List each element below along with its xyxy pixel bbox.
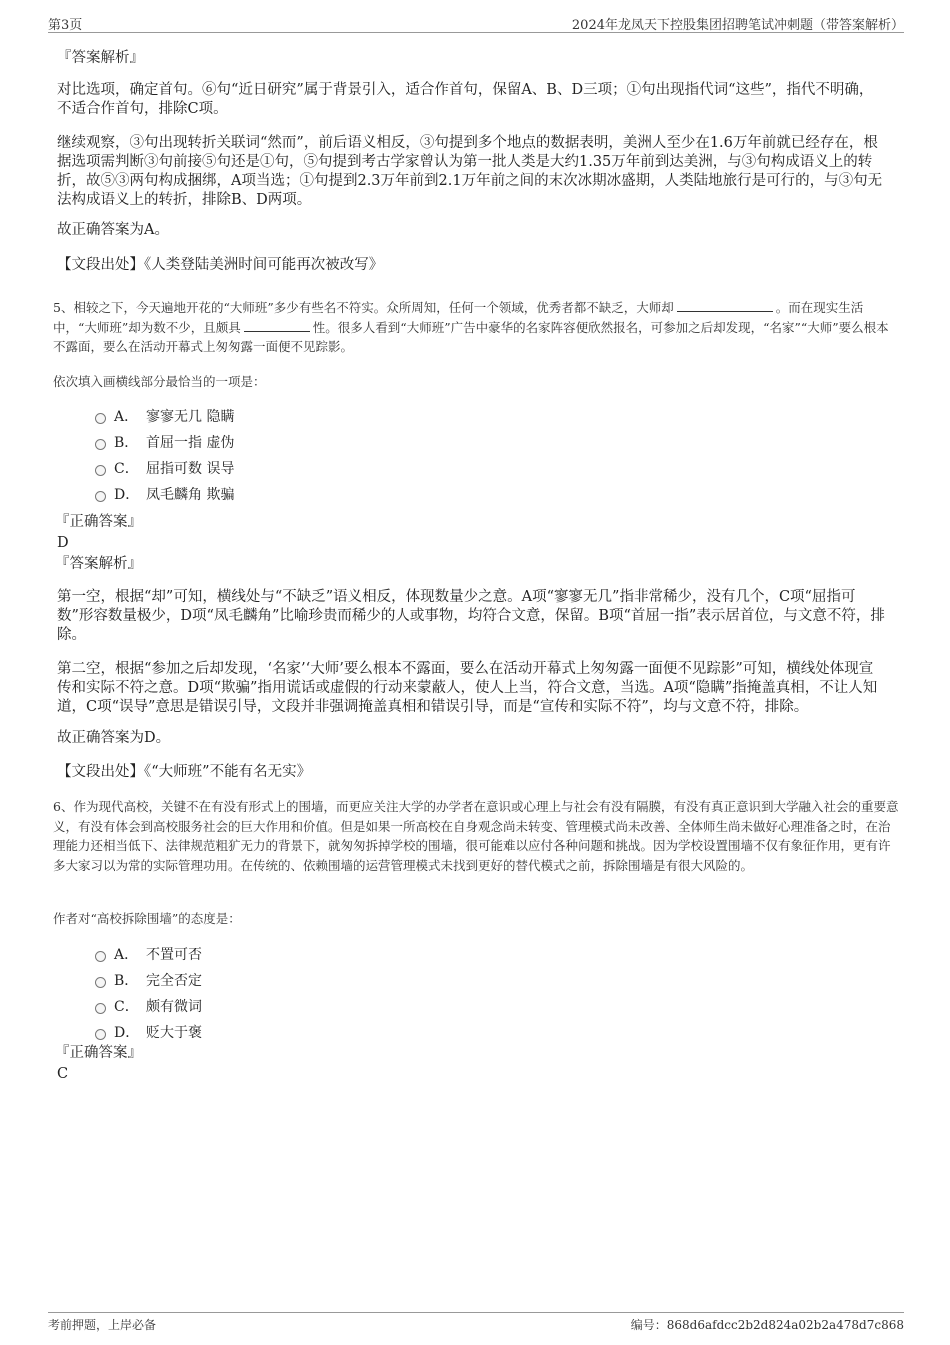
q5-blank-1 xyxy=(677,299,773,312)
q5-conclusion: 故正确答案为D。 xyxy=(57,730,171,746)
radio-icon[interactable] xyxy=(95,977,106,988)
radio-icon[interactable] xyxy=(95,413,106,424)
q5-analysis-label: 『答案解析』 xyxy=(55,556,142,572)
q5-analysis-p2: 第二空，根据“参加之后却发现，‘名家’‘大师’要么根本不露面，要么在活动开幕式上匆匆露一面便不见踪影”可知，横线处体现宣传和实际不符之意。D项“欺骗”指用谎话或虚假的行动来蒙蔽人，使人上当，符合文意，当选。A项“隐瞒”指掩盖真相，不让人知道，C项“误导”意思是错误引导，文段并非强调掩盖真相和错误引导，而是“宣传和实际不符”，均与文意不符，排除。 xyxy=(57,661,878,715)
q6-option-d[interactable]: D． 贬大于褒 xyxy=(95,1023,202,1043)
q5-prompt: 依次填入画横线部分最恰当的一项是： xyxy=(53,374,266,389)
radio-icon[interactable] xyxy=(95,1029,106,1040)
q6-option-b[interactable]: B． 完全否定 xyxy=(95,971,202,991)
q5-option-c[interactable]: C． 屈指可数 误导 xyxy=(95,459,234,479)
q4-source: 【文段出处】《人类登陆美洲时间可能再次被改写》 xyxy=(57,257,384,273)
document-title: 2024年龙凤天下控股集团招聘笔试冲刺题（带答案解析） xyxy=(571,18,904,33)
q5-option-d[interactable]: D． 凤毛麟角 欺骗 xyxy=(95,485,234,505)
page-footer xyxy=(48,1312,904,1332)
page-number: 第3页 xyxy=(48,18,83,33)
q5-option-a[interactable]: A． 寥寥无几 隐瞒 xyxy=(95,407,234,427)
q6-answer: C xyxy=(57,1066,69,1082)
radio-icon[interactable] xyxy=(95,951,106,962)
q4-analysis-label: 『答案解析』 xyxy=(57,50,144,66)
page-header xyxy=(48,14,904,33)
q4-conclusion: 故正确答案为A。 xyxy=(57,222,169,238)
radio-icon[interactable] xyxy=(95,1003,106,1014)
q6-prompt: 作者对“高校拆除围墙”的态度是： xyxy=(53,911,241,926)
radio-icon[interactable] xyxy=(95,465,106,476)
q5-analysis-p1: 第一空，根据“却”可知，横线处与“不缺乏”语义相反，体现数量少之意。A项“寥寥无几”指非常稀少，没有几个，C项“屈指可数”形容数量极少，D项“凤毛麟角”比喻珍贵而稀少的人或事物，均符合文意，保留。B项“首屈一指”表示居首位，与文意不符，排除。 xyxy=(57,589,885,643)
q6-option-a[interactable]: A． 不置可否 xyxy=(95,945,202,965)
q6-stem: 6、作为现代高校，关键不在有没有形式上的围墙，而更应关注大学的办学者在意识或心理上与社会有没有隔膜，有没有真正意识到大学融入社会的重要意义，有没有体会到高校服务社会的巨大作用和价值。但是如果一所高校在自身观念尚未转变、管理模式尚未改善、全体师生尚未做好心理准备之时，在治理能力还相当低下、法律规范粗犷无力的背景下，就匆匆拆掉学校的围墙，很可能难以应付各种问题和挑战。因为学校设置围墙不仅有象征作用，更有许多大家习以为常的实际管理功用。在传统的、依赖围墙的运营管理模式未找到更好的替代模式之前，拆除围墙是有很大风险的。 xyxy=(53,799,899,873)
radio-icon[interactable] xyxy=(95,491,106,502)
q4-analysis-p2: 继续观察，③句出现转折关联词“然而”，前后语义相反，③句提到多个地点的数据表明，美洲人至少在1.6万年前就已经存在，根据选项需判断③句前接⑤句还是①句，⑤句提到考古学家曾认为第一批人类是大约1.35万年前到达美洲，与③句构成语义上的转折，故⑤③两句构成捆绑，A项当选；①句提到2.3万年前到2.1万年前之间的末次冰期冰盛期，人类陆地旅行是可行的，与③句无法构成语义上的转折，排除B、D两项。 xyxy=(57,135,883,208)
q5-option-b[interactable]: B． 首屈一指 虚伪 xyxy=(95,433,234,453)
q5-blank-2 xyxy=(244,319,310,332)
document-id: 编号：868d6afdcc2b2d824a02b2a478d7c868 xyxy=(630,1318,904,1332)
q5-answer-label: 『正确答案』 xyxy=(55,514,142,530)
q4-analysis-p1: 对比选项，确定首句。⑥句“近日研究”属于背景引入，适合作首句，保留A、B、D三项；①句出现指代词“这些”，指代不明确，不适合作首句，排除C项。 xyxy=(57,82,874,117)
q5-answer: D xyxy=(57,535,69,551)
footer-slogan: 考前押题，上岸必备 xyxy=(48,1318,157,1332)
q6-option-c[interactable]: C． 颇有微词 xyxy=(95,997,202,1017)
q6-answer-label: 『正确答案』 xyxy=(55,1045,142,1061)
q5-stem: 5、相较之下，今天遍地开花的“大师班”多少有些名不符实。众所周知，任何一个领域，优秀者都不缺乏，大师却 。而在现实生活中，“大师班”却为数不少，且颇具 性。很多人看到“大师班”广告中豪华的名家阵容便欣然报名，可参加之后却发现，“名家”“大师”要么根本不露面，要么在活动开幕式上匆匆露一面便不见踪影。 xyxy=(53,300,889,354)
radio-icon[interactable] xyxy=(95,439,106,450)
q5-source: 【文段出处】《“大师班”不能有名无实》 xyxy=(57,764,312,780)
